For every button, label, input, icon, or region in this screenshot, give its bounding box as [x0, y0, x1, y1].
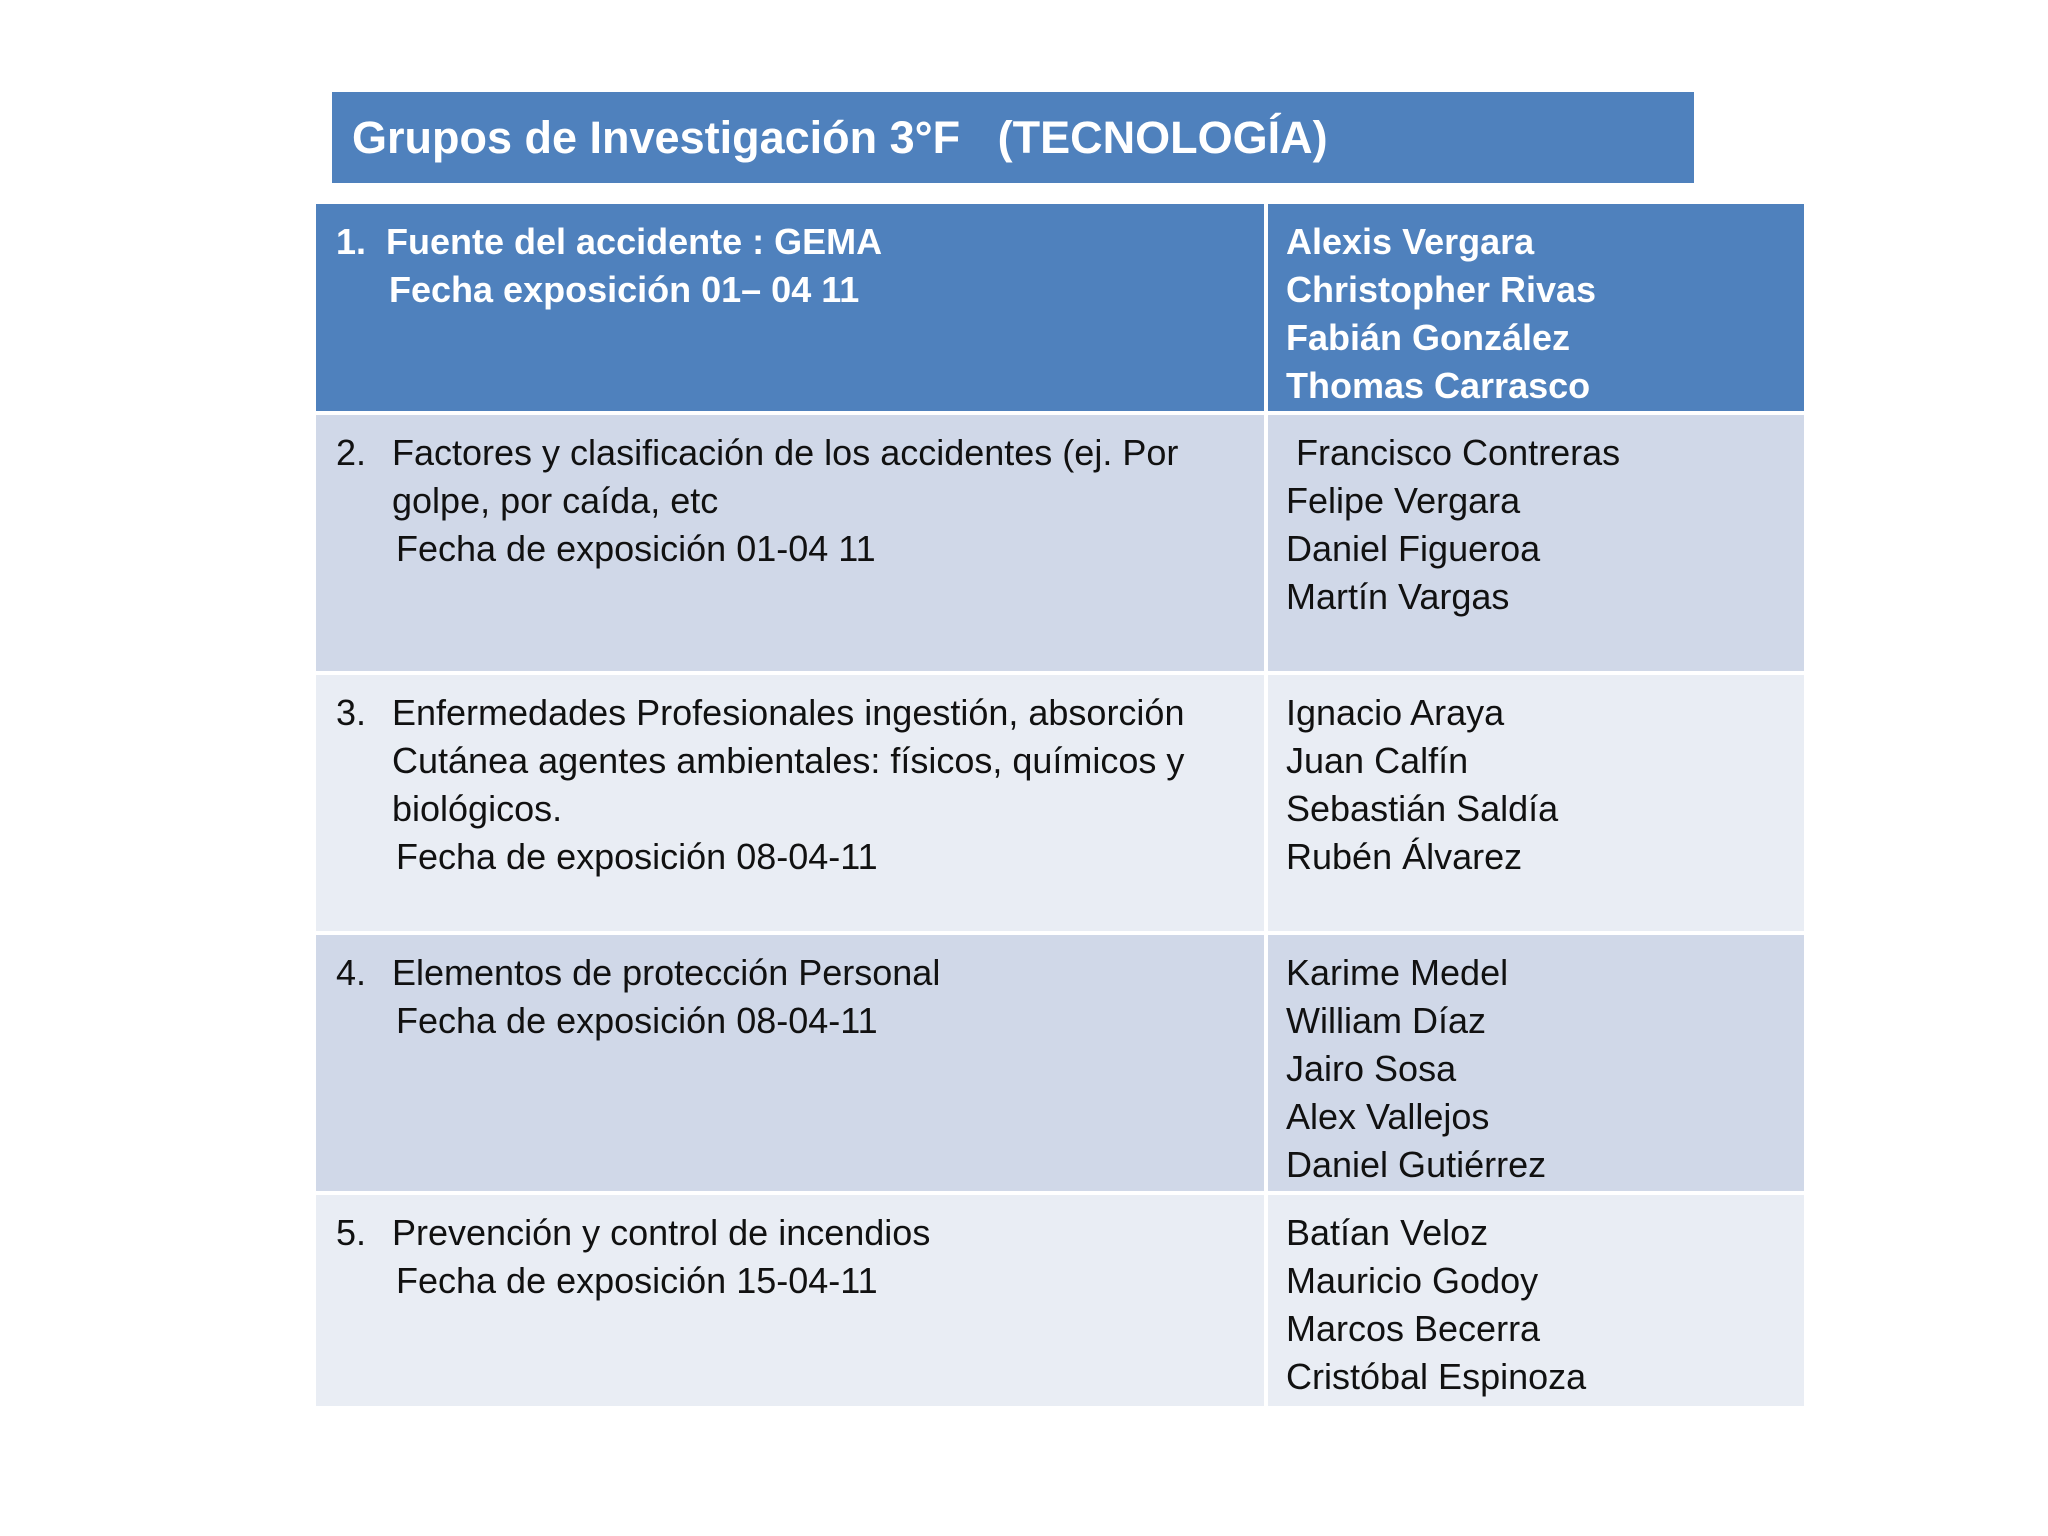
member-name: Thomas Carrasco: [1286, 365, 1591, 406]
exposition-date: Fecha de exposición 08-04-11: [396, 836, 878, 877]
member-name: Fabián González: [1286, 317, 1571, 358]
group-row-1: [316, 204, 1804, 415]
member-name: Jairo Sosa: [1286, 1048, 1457, 1089]
group-number: 5.: [336, 1212, 367, 1253]
exposition-date: Fecha de exposición 01-04 11: [396, 528, 876, 569]
members-cell: [1268, 204, 1804, 411]
members-cell: [1268, 1195, 1804, 1406]
title-bar: [332, 92, 1694, 183]
exposition-date: Fecha de exposición 15-04-11: [396, 1260, 878, 1301]
member-name: Sebastián Saldía: [1286, 788, 1559, 829]
group-row-2: [316, 415, 1804, 675]
group-number: 4.: [336, 952, 367, 993]
exposition-date: Fecha exposición 01– 04 11: [389, 269, 860, 310]
group-row-5: [316, 1195, 1804, 1406]
member-name: Francisco Contreras: [1286, 432, 1621, 473]
member-name: Cristóbal Espinoza: [1286, 1356, 1587, 1397]
group-number: 1.: [336, 221, 367, 262]
group-topic: Enfermedades Profesionales ingestión, absorción Cutánea agentes ambientales: físicos, químicos y biológicos.: [392, 692, 1185, 829]
group-number: 2.: [336, 432, 367, 473]
topic-cell: [316, 415, 1268, 671]
member-name: Felipe Vergara: [1286, 480, 1521, 521]
member-name: Rubén Álvarez: [1286, 836, 1523, 877]
group-number: 3.: [336, 692, 367, 733]
members-cell: [1268, 935, 1804, 1191]
group-row-4: [316, 935, 1804, 1195]
group-topic: Factores y clasificación de los accidentes (ej. Por golpe, por caída, etc: [392, 432, 1179, 521]
member-name: Batían Veloz: [1286, 1212, 1489, 1253]
exposition-date: Fecha de exposición 08-04-11: [396, 1000, 878, 1041]
topic-cell: [316, 935, 1268, 1191]
member-name: Ignacio Araya: [1286, 692, 1505, 733]
slide-title: Grupos de Investigación 3°F (TECNOLOGÍA): [352, 111, 1328, 163]
member-name: Martín Vargas: [1286, 576, 1510, 617]
groups-table: [316, 204, 1804, 1406]
member-name: William Díaz: [1286, 1000, 1487, 1041]
topic-cell: [316, 675, 1268, 931]
members-cell: [1268, 415, 1804, 671]
members-cell: [1268, 675, 1804, 931]
member-name: Daniel Figueroa: [1286, 528, 1541, 569]
member-name: Alexis Vergara: [1286, 221, 1535, 262]
topic-cell: [316, 204, 1268, 411]
member-name: Daniel Gutiérrez: [1286, 1144, 1547, 1185]
group-row-3: [316, 675, 1804, 935]
member-name: Juan Calfín: [1286, 740, 1469, 781]
member-name: Karime Medel: [1286, 952, 1509, 993]
member-name: Christopher Rivas: [1286, 269, 1597, 310]
group-topic: Elementos de protección Personal: [392, 952, 941, 993]
member-name: Marcos Becerra: [1286, 1308, 1541, 1349]
group-topic: Fuente del accidente : GEMA: [386, 221, 883, 262]
topic-cell: [316, 1195, 1268, 1406]
group-topic: Prevención y control de incendios: [392, 1212, 931, 1253]
member-name: Alex Vallejos: [1286, 1096, 1490, 1137]
member-name: Mauricio Godoy: [1286, 1260, 1539, 1301]
